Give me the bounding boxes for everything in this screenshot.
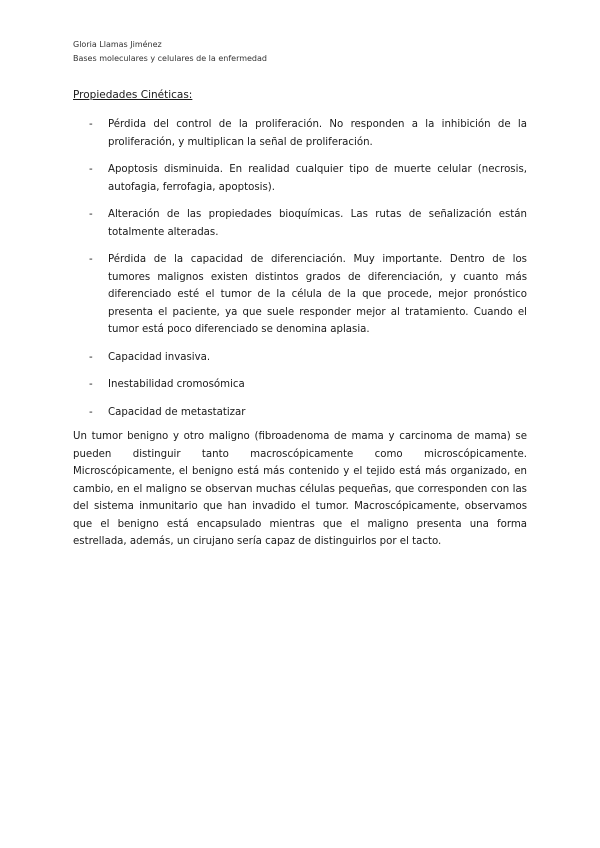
header-author: Gloria Llamas Jiménez xyxy=(73,40,162,49)
list-item-text: Apoptosis disminuida. En realidad cualquier tipo de muerte celular (necrosis, autofagia, ferrofagia, apoptosis). xyxy=(108,164,527,193)
page-header xyxy=(73,38,267,66)
bullet-dash: - xyxy=(89,209,93,220)
list-item xyxy=(73,206,527,241)
bullet-dash: - xyxy=(89,164,93,175)
list-item-text: Capacidad invasiva. xyxy=(108,351,211,363)
section-title: Propiedades Cinéticas: xyxy=(73,89,193,101)
list-item xyxy=(73,161,527,196)
list-item xyxy=(73,404,527,422)
list-item-text: Inestabilidad cromosómica xyxy=(108,379,245,390)
kinetic-properties-list xyxy=(73,116,527,431)
bullet-dash: - xyxy=(89,254,93,265)
list-item-text: Alteración de las propiedades bioquímicas. Las rutas de señalización están totalmente alteradas. xyxy=(108,209,527,238)
list-item xyxy=(73,251,527,339)
bullet-dash: - xyxy=(89,119,93,130)
body-paragraph: Un tumor benigno y otro maligno (fibroadenoma de mama y carcinoma de mama) se pueden distinguir tanto macroscópicamente como microscópicamente. Microscópicamente, el benigno está más contenido y el tejido está más organizado, en cambio, en el maligno se observan muchas células pequeñas, que corresponden con las del sistema inmunitario que han invadido el tumor. Macroscópicamente, observamos que el benigno está encapsulado mientras que el maligno presenta una forma estrellada, además, un cirujano sería capaz de distinguirlos por el tacto. xyxy=(73,431,527,547)
list-item-text: Pérdida de la capacidad de diferenciación. Muy importante. Dentro de los tumores malignos existen distintos grados de diferenciación, y cuanto más diferenciado esté el tumor de la célula de la que procede, mejor pronóstico presenta el paciente, ya que suele responder mejor al tratamiento. Cuando el tumor está poco diferenciado se denomina aplasia. xyxy=(108,254,527,335)
list-item-text: Pérdida del control de la proliferación. No responden a la inhibición de la proliferación, y multiplican la señal de proliferación. xyxy=(108,119,527,148)
list-item xyxy=(73,116,527,151)
bullet-dash: - xyxy=(89,379,93,390)
bullet-dash: - xyxy=(89,351,93,363)
list-item-text: Capacidad de metastatizar xyxy=(108,406,246,418)
list-item xyxy=(73,349,527,367)
bullet-dash: - xyxy=(89,406,93,418)
header-subject: Bases moleculares y celulares de la enfermedad xyxy=(73,54,267,63)
list-item xyxy=(73,376,527,394)
